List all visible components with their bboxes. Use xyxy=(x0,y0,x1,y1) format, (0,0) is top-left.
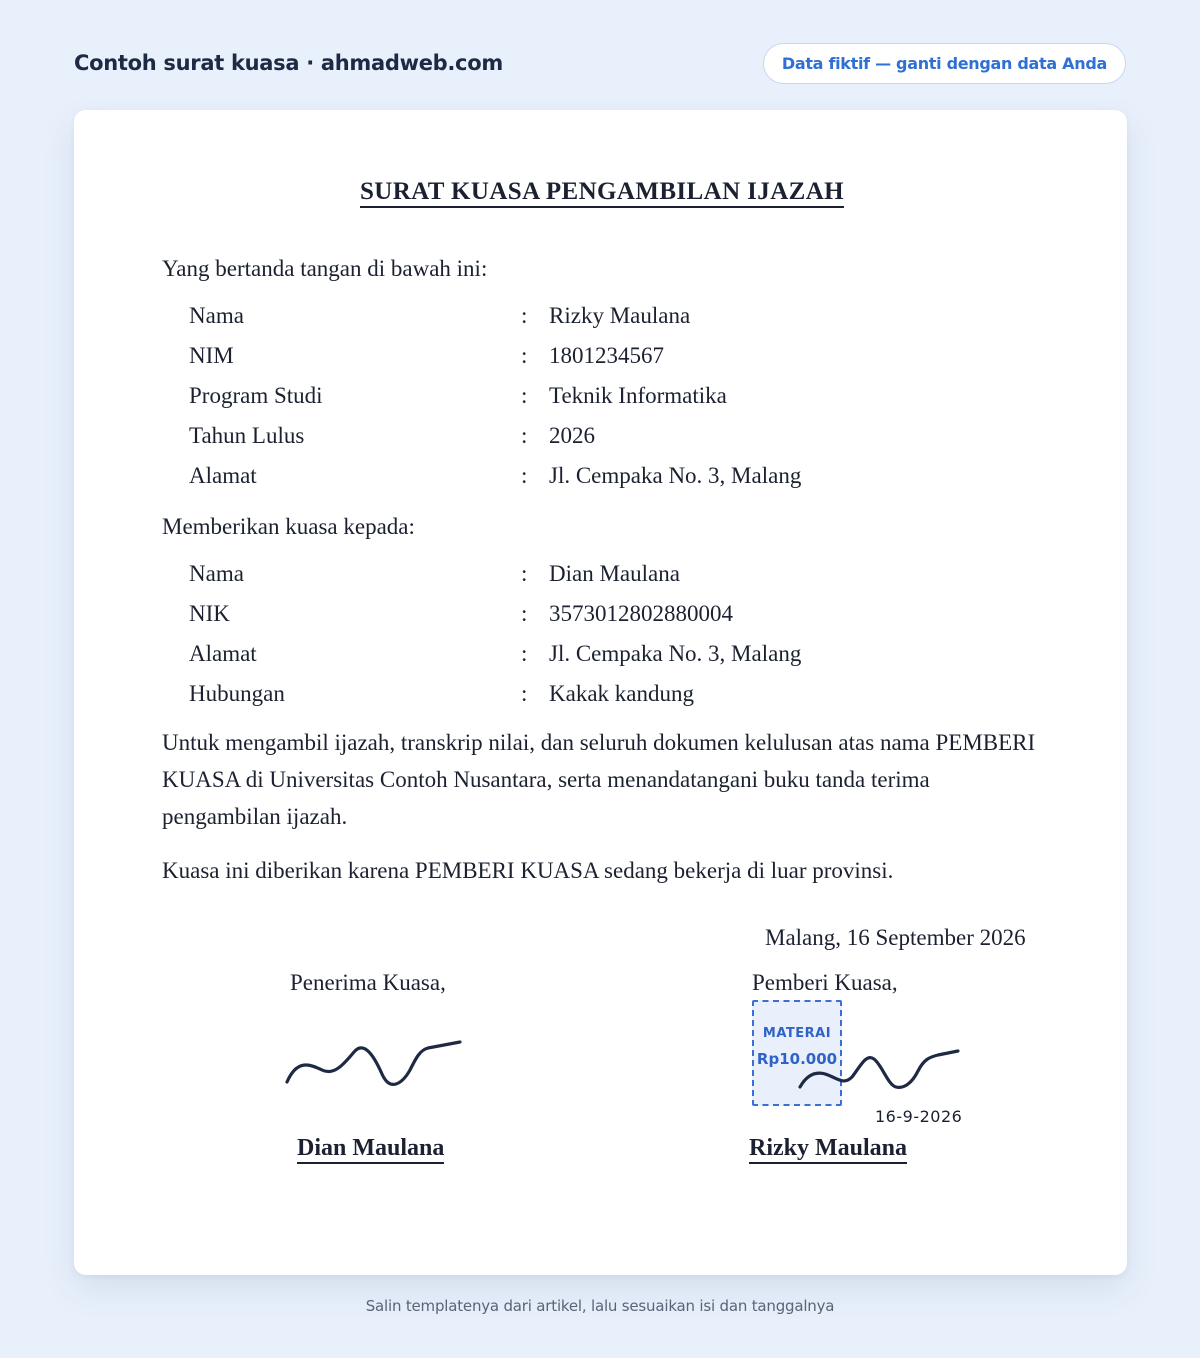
field-row xyxy=(189,416,801,456)
field-label: NIK xyxy=(189,601,230,626)
field-label: Nama xyxy=(189,561,244,586)
materai-value: Rp10.000 xyxy=(756,1050,838,1068)
field-row xyxy=(189,376,801,416)
field-separator: : xyxy=(521,383,528,408)
grantor-signature xyxy=(792,1047,972,1103)
grantee-intro: Memberikan kuasa kepada: xyxy=(162,514,415,539)
field-label: NIM xyxy=(189,343,234,368)
field-row xyxy=(189,594,801,634)
grantee-signature xyxy=(282,1034,462,1094)
field-label: Nama xyxy=(189,303,244,328)
stamp-date: 16-9-2026 xyxy=(875,1107,963,1126)
letter-title xyxy=(162,178,1042,206)
materai-label: MATERAI xyxy=(762,1026,832,1041)
field-separator: : xyxy=(521,561,528,586)
field-value: 2026 xyxy=(549,423,595,448)
grantee-label: Penerima Kuasa, xyxy=(290,970,446,995)
field-row xyxy=(189,456,801,496)
grantee-name: Dian Maulana xyxy=(297,1134,444,1164)
letter-title-text: SURAT KUASA PENGAMBILAN IJAZAH xyxy=(360,178,844,208)
letter-paper xyxy=(74,110,1127,1275)
field-label: Alamat xyxy=(189,463,257,488)
field-label: Alamat xyxy=(189,641,257,666)
grantor-fields xyxy=(189,296,801,496)
top-bar xyxy=(74,40,1126,86)
field-value: 3573012802880004 xyxy=(549,601,733,626)
place-date: Malang, 16 September 2026 xyxy=(765,925,1026,950)
field-row xyxy=(189,554,801,594)
field-value: Dian Maulana xyxy=(549,561,680,586)
field-separator: : xyxy=(521,463,528,488)
field-separator: : xyxy=(521,681,528,706)
fictional-data-badge: Data fiktif — ganti dengan data Anda xyxy=(763,43,1126,84)
signature-area xyxy=(162,889,1042,1219)
field-row xyxy=(189,674,801,714)
footer-note: Salin templatenya dari artikel, lalu sesuaikan isi dan tanggalnya xyxy=(365,1297,835,1315)
field-separator: : xyxy=(521,303,528,328)
field-row xyxy=(189,336,801,376)
field-label: Hubungan xyxy=(189,681,285,706)
field-row xyxy=(189,634,801,674)
reason-paragraph: Kuasa ini diberikan karena PEMBERI KUASA sedang bekerja di luar provinsi. xyxy=(162,858,894,883)
field-separator: : xyxy=(521,641,528,666)
field-separator: : xyxy=(521,343,528,368)
grantor-label: Pemberi Kuasa, xyxy=(752,970,898,995)
field-separator: : xyxy=(521,601,528,626)
field-value: Jl. Cempaka No. 3, Malang xyxy=(549,641,802,666)
field-value: Rizky Maulana xyxy=(549,303,691,328)
field-separator: : xyxy=(521,423,528,448)
field-label: Program Studi xyxy=(189,383,323,408)
grantor-name: Rizky Maulana xyxy=(749,1134,907,1164)
field-value: Kakak kandung xyxy=(549,681,694,706)
grantee-fields xyxy=(189,554,801,714)
purpose-paragraph: Untuk mengambil ijazah, transkrip nilai, dan seluruh dokumen kelulusan atas nama PEMBERI KUASA di Universitas Contoh Nusantara, serta menandatangani buku tanda terima pengambilan ijazah. xyxy=(162,730,1036,829)
grantor-intro: Yang bertanda tangan di bawah ini: xyxy=(162,256,488,281)
field-value: 1801234567 xyxy=(549,343,664,368)
field-value: Jl. Cempaka No. 3, Malang xyxy=(549,463,802,488)
field-label: Tahun Lulus xyxy=(189,423,305,448)
letter-body xyxy=(162,178,1042,1219)
site-title: Contoh surat kuasa · ahmadweb.com xyxy=(74,51,503,75)
field-value: Teknik Informatika xyxy=(549,383,727,408)
field-row xyxy=(189,296,801,336)
